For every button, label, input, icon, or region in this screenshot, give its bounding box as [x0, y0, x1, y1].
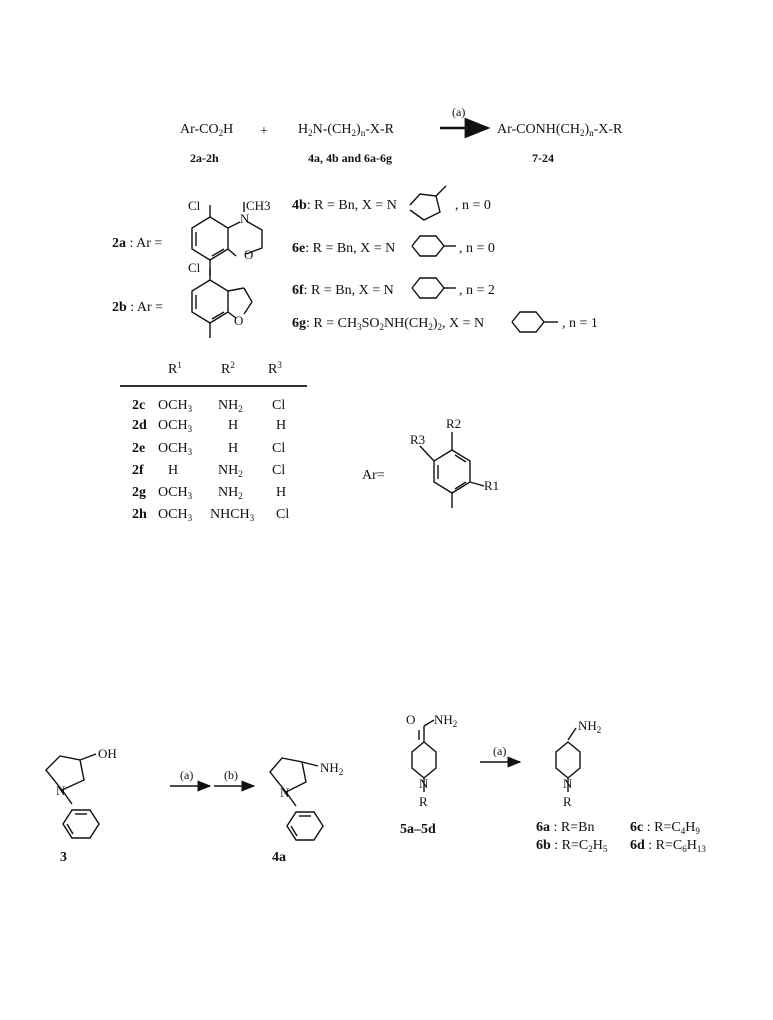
- structure-2b: [188, 260, 252, 338]
- atom-cl: Cl: [188, 260, 201, 275]
- table-cell: Cl: [272, 463, 286, 478]
- table-cell: $OCH_3$: [158, 418, 193, 434]
- product-amide: $Ar-CONH(CH_2)_n-X-R$: [497, 122, 623, 138]
- reactant-amine-label: 4a, 4b and 6a-6g: [308, 151, 393, 165]
- legend-6c: 6c : $R=C_4H_9$: [630, 820, 700, 836]
- atom-oh: OH: [98, 746, 117, 761]
- atom-n: N: [56, 783, 66, 798]
- amine-6e-n: , n = 0: [459, 241, 495, 256]
- ar-2a-label: 2a : Ar =: [112, 236, 163, 251]
- amine-6e-def: 6e: R = Bn, X = N: [292, 241, 396, 256]
- table-row-id: 2e: [132, 441, 146, 456]
- arrow-a-label: (a): [180, 768, 194, 782]
- amine-6f-def: 6f: R = Bn, X = N: [292, 283, 394, 298]
- atom-n: N: [419, 776, 429, 791]
- table-cell: H: [168, 463, 179, 478]
- atom-r3: R3: [410, 432, 426, 447]
- legend-6b: 6b : $R=C_2H_5$: [536, 838, 608, 854]
- table-row-id: 2h: [132, 507, 147, 522]
- table-cell: $OCH_3$: [158, 507, 193, 523]
- plus-sign: +: [260, 124, 268, 139]
- table-header-r1: $R^1$: [168, 360, 182, 377]
- atom-nh2: $NH_2$: [578, 718, 602, 735]
- structure-3: [46, 746, 117, 838]
- table-cell: $NHCH_3$: [210, 507, 255, 523]
- table-cell: Cl: [272, 398, 286, 413]
- ring-6e-piperidine: [412, 236, 456, 256]
- compound-3-label: 3: [60, 850, 67, 865]
- atom-r: R: [419, 794, 428, 809]
- table-row-id: 2c: [132, 398, 146, 413]
- atom-o: O: [406, 712, 416, 727]
- amine-6f-n: , n = 2: [459, 283, 495, 298]
- table-cell: H: [276, 418, 287, 433]
- amine-6g-def: 6g: $R = CH_3SO_2NH(CH_2)_2$, X = N: [292, 316, 485, 332]
- atom-nh2: $NH_2$: [320, 760, 344, 777]
- atom-r: R: [563, 794, 572, 809]
- product-label: 7-24: [532, 151, 554, 165]
- table-row-id: 2f: [132, 463, 144, 478]
- table-cell: $OCH_3$: [158, 441, 193, 457]
- atom-n: N: [563, 776, 573, 791]
- ring-6g-piperidine: [512, 312, 558, 332]
- atom-ch3: CH3: [246, 198, 271, 213]
- legend-6a: 6a : R=Bn: [536, 820, 595, 835]
- reactant-acid: $Ar-CO_2H$: [180, 122, 234, 138]
- compound-5-label: 5a–5d: [400, 822, 436, 837]
- table-cell: Cl: [272, 441, 286, 456]
- table-cell: $NH_2$: [218, 485, 243, 501]
- ar-2b-label: 2b : Ar =: [112, 300, 164, 315]
- atom-r2: R2: [446, 416, 462, 431]
- atom-nh2: $NH_2$: [434, 712, 458, 729]
- structure-ar-generic: [410, 416, 499, 508]
- table-cell: $NH_2$: [218, 463, 243, 479]
- legend-6d: 6d : $R=C_6H_{13}$: [630, 838, 706, 854]
- atom-o: O: [234, 313, 244, 328]
- reactant-acid-label: 2a-2h: [190, 151, 219, 165]
- amine-6g-n: , n = 1: [562, 316, 598, 331]
- structure-2a: [188, 198, 271, 276]
- atom-r1: R1: [484, 478, 500, 493]
- amine-4b-n: , n = 0: [455, 198, 491, 213]
- table-cell: Cl: [276, 507, 290, 522]
- reactant-amine: $H_2N-(CH_2)_n-X-R$: [298, 122, 394, 138]
- structure-5: [406, 712, 457, 809]
- table-cell: H: [228, 441, 239, 456]
- table-row-id: 2d: [132, 418, 147, 433]
- structure-6: [556, 718, 601, 809]
- ring-4b-pyrrolidine: [410, 186, 446, 220]
- table-row-id: 2g: [132, 485, 146, 500]
- compound-4a-label: 4a: [272, 850, 286, 865]
- arrow-b-label: (b): [224, 768, 238, 782]
- table-cell: $OCH_3$: [158, 398, 193, 414]
- table-cell: H: [276, 485, 287, 500]
- table-header-r2: $R^2$: [221, 360, 235, 377]
- arrow-condition-label: (a): [452, 105, 466, 119]
- atom-n: N: [280, 785, 290, 800]
- atom-cl: Cl: [188, 198, 201, 213]
- table-header-r3: $R^3$: [268, 360, 282, 377]
- atom-o: O: [244, 247, 254, 262]
- atom-n: N: [240, 211, 250, 226]
- table-cell: $OCH_3$: [158, 485, 193, 501]
- table-cell: H: [228, 418, 239, 433]
- structure-4a: [270, 758, 343, 840]
- scheme3-arrow-label: (a): [493, 744, 507, 758]
- table-cell: $NH_2$: [218, 398, 243, 414]
- amine-4b-def: 4b: R = Bn, X = N: [292, 198, 397, 213]
- ring-6f-piperidine: [412, 278, 456, 298]
- ar-generic-label: Ar=: [362, 468, 385, 483]
